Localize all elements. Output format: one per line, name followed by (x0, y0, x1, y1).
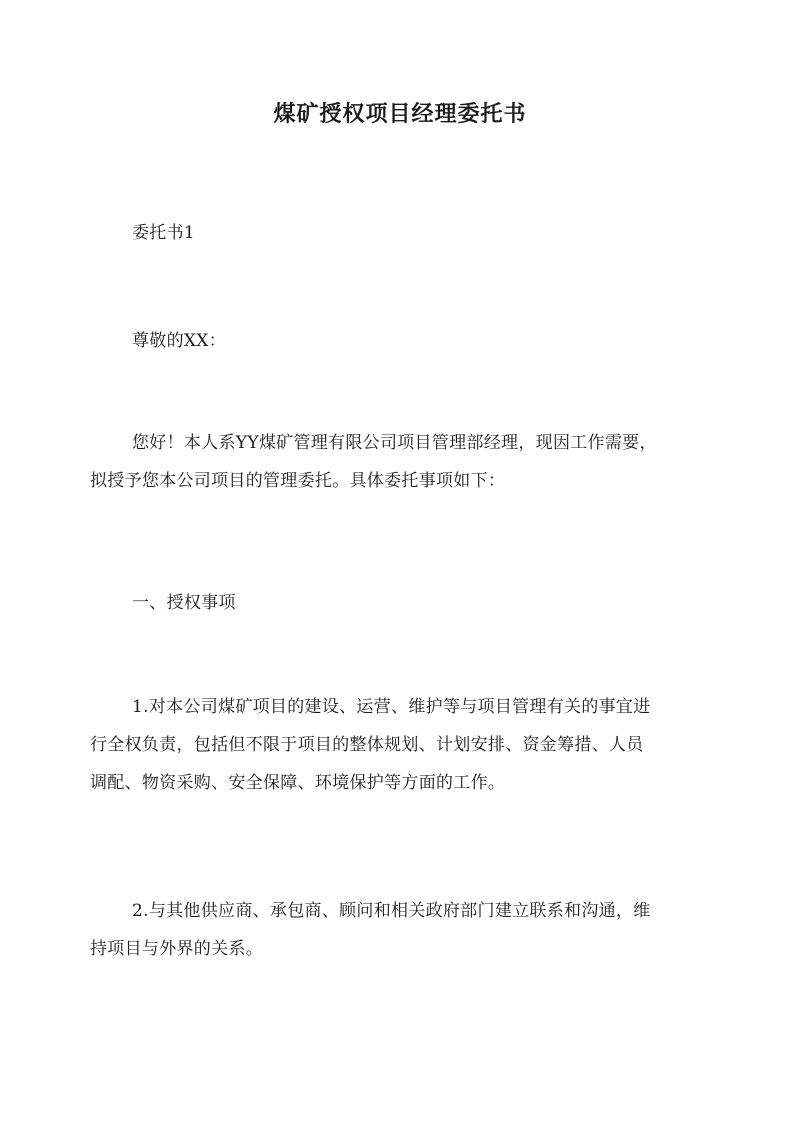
document-heading (90, 214, 710, 252)
intro-line-2: 拟授予您本公司项目的管理委托。具体委托事项如下： (90, 471, 506, 491)
section-1-title: 一、授权事项 (132, 593, 236, 613)
list-item (90, 688, 710, 802)
salutation (90, 322, 710, 360)
item-1-line-2: 行全权负责，包括但不限于项目的整体规划、计划安排、资金筹措、人员 (90, 735, 644, 755)
intro-line-1: 您好！本人系YY煤矿管理有限公司项目管理部经理，现因工作需要， (132, 433, 657, 453)
list-item (90, 892, 710, 968)
salutation-text: 尊敬的XX： (132, 331, 227, 351)
item-2-line-1: 2.与其他供应商、承包商、顾问和相关政府部门建立联系和沟通，维 (132, 901, 651, 921)
section-heading (90, 584, 710, 622)
heading-text: 委托书1 (132, 223, 196, 243)
document-title: 煤矿授权项目经理委托书 (273, 101, 527, 127)
intro-paragraph (90, 424, 710, 500)
item-1-line-1: 1.对本公司煤矿项目的建设、运营、维护等与项目管理有关的事宜进 (132, 697, 651, 717)
item-1-line-3: 调配、物资采购、安全保障、环境保护等方面的工作。 (90, 773, 506, 793)
item-2-line-2: 持项目与外界的关系。 (90, 939, 263, 959)
